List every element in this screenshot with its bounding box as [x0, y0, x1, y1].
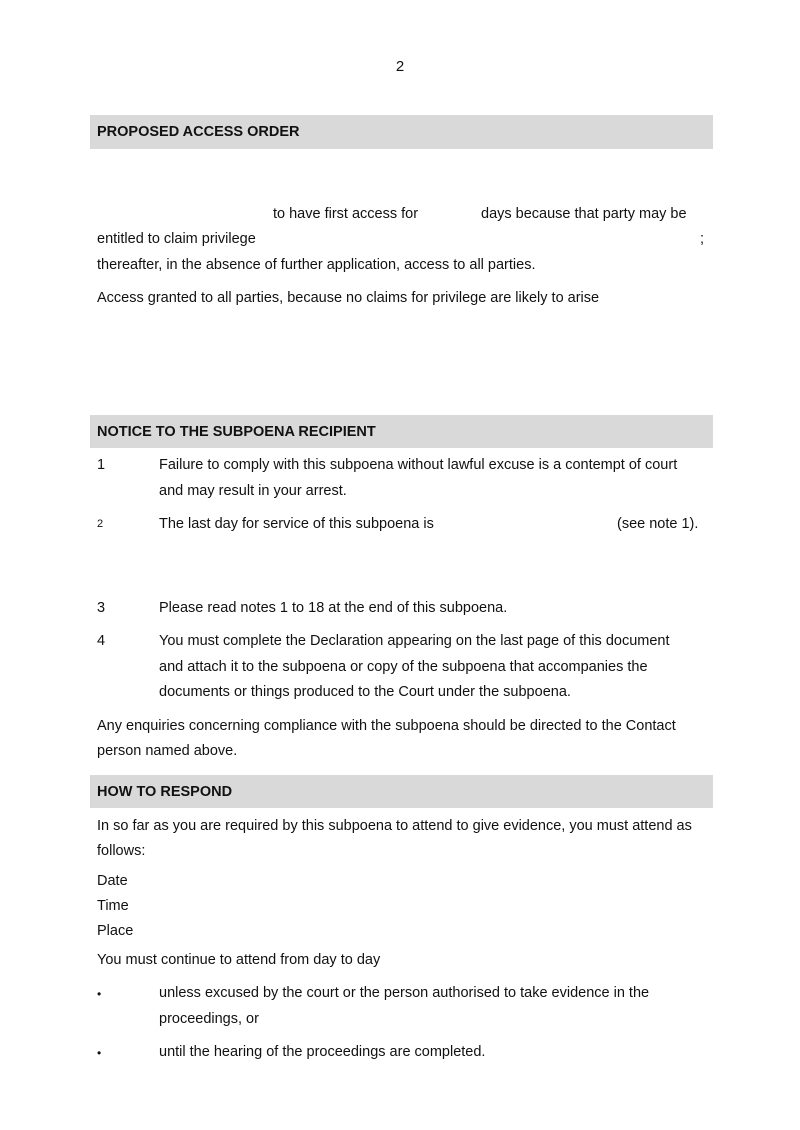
bullet-icon: •: [97, 987, 102, 1001]
section-header-respond: [90, 775, 713, 808]
section-header-notice: [90, 415, 713, 448]
item-number: 3: [97, 600, 106, 616]
respond-text: In so far as you are required by this subpoena to attend to give evidence, you must attend as: [97, 818, 692, 834]
field-label-date: Date: [97, 873, 128, 889]
access-text: Access granted to all parties, because no claims for privilege are likely to arise: [97, 290, 600, 306]
bullet-icon: •: [97, 1046, 102, 1060]
page-number: 2: [395, 58, 405, 75]
item-number: 4: [97, 633, 106, 649]
enquiries-text: Any enquiries concerning compliance with the subpoena should be directed to the Contact: [97, 718, 676, 734]
item-text: You must complete the Declaration appearing on the last page of this document: [159, 633, 670, 649]
field-label-time: Time: [97, 898, 129, 914]
respond-text: follows:: [97, 843, 146, 859]
field-label-place: Place: [97, 923, 134, 939]
item-text: (see note 1).: [617, 516, 699, 532]
item-text: Failure to comply with this subpoena without lawful excuse is a contempt of court: [159, 457, 678, 473]
bullet-text: proceedings, or: [159, 1011, 259, 1027]
section-title: HOW TO RESPOND: [97, 784, 233, 800]
item-text: documents or things produced to the Court under the subpoena.: [159, 684, 571, 700]
access-text: ;: [700, 231, 705, 247]
item-number: 1: [97, 457, 106, 473]
item-text: Please read notes 1 to 18 at the end of this subpoena.: [159, 600, 508, 616]
bullet-text: unless excused by the court or the person authorised to take evidence in the: [159, 985, 650, 1001]
enquiries-text: person named above.: [97, 743, 238, 759]
item-text: The last day for service of this subpoena is: [159, 516, 434, 532]
access-text: days because that party may be: [481, 206, 687, 222]
respond-text: You must continue to attend from day to day: [97, 952, 381, 968]
item-text: and may result in your arrest.: [159, 483, 347, 499]
item-number: 2: [97, 518, 104, 530]
access-text: entitled to claim privilege: [97, 231, 256, 247]
section-title: PROPOSED ACCESS ORDER: [97, 124, 300, 140]
section-title: NOTICE TO THE SUBPOENA RECIPIENT: [97, 424, 376, 440]
section-header-access-order: [90, 115, 713, 149]
access-text: to have first access for: [273, 206, 419, 222]
item-text: and attach it to the subpoena or copy of the subpoena that accompanies the: [159, 659, 648, 675]
access-text: thereafter, in the absence of further application, access to all parties.: [97, 257, 536, 273]
bullet-text: until the hearing of the proceedings are completed.: [159, 1044, 486, 1060]
